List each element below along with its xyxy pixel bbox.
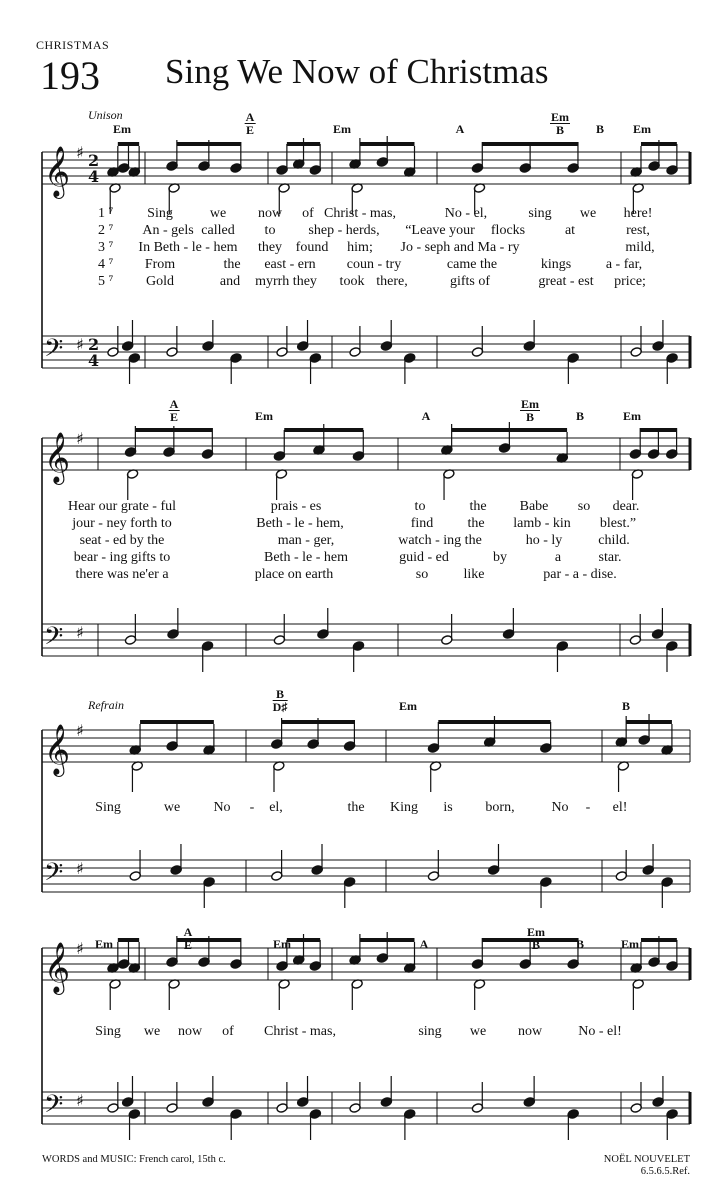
treble-clef-icon: 𝄞 [44, 724, 71, 775]
lyric-syllable: - [249, 800, 255, 815]
lyric-syllable: sing [528, 206, 552, 221]
chord-root: A [169, 397, 179, 411]
beam [640, 428, 676, 432]
chord-bass: B [525, 410, 534, 424]
lyric-syllable: the [347, 800, 365, 815]
lyric-syllable: so [415, 567, 429, 582]
lyric-syllable: here! [623, 206, 653, 221]
lyric-syllable: to [264, 223, 276, 238]
chord-bass: D♯ [272, 700, 288, 714]
lyric-syllable: came the [446, 257, 498, 272]
beam [135, 428, 212, 432]
lyric-syllable: child. [598, 533, 630, 548]
lyric-syllable: to [414, 499, 426, 514]
lyric-syllable: a [554, 550, 562, 565]
lyric-syllable: of [222, 1024, 234, 1039]
lyric-syllable: Christ - mas, [324, 206, 396, 221]
beam [177, 142, 241, 146]
chord-symbol: Em [113, 122, 131, 136]
lyric-syllable: jour - ney forth to [72, 516, 172, 531]
performance-direction: Unison [88, 108, 123, 122]
sharp-icon: ♯ [76, 859, 84, 878]
lyric-syllable: blest.” [599, 516, 637, 531]
bass-clef-icon: 𝄢 [44, 334, 64, 369]
chord-symbol: Em [273, 937, 291, 951]
chord-root: A [183, 925, 193, 939]
chord-symbol: A [419, 937, 429, 951]
beam [641, 938, 677, 942]
lyric-syllable: by [493, 550, 507, 565]
lyric-syllable: price; [614, 274, 646, 289]
lyric-syllable: man - ger, [277, 533, 335, 548]
lyric-syllable: No - el! [578, 1024, 622, 1039]
lyric-syllable: Beth - le - hem, [256, 516, 344, 531]
chord-symbol: Em [399, 699, 417, 713]
lyric-syllable: Sing [95, 1024, 121, 1039]
chord-symbol: B [595, 122, 605, 136]
treble-clef-icon: 𝄞 [44, 146, 71, 197]
beam [360, 938, 415, 942]
lyric-syllable: we [143, 1024, 161, 1039]
chord-symbol [183, 926, 194, 951]
sharp-icon: ♯ [76, 335, 84, 354]
lyric-syllable: him; [347, 240, 373, 255]
lyric-syllable: No [551, 800, 569, 815]
lyric-syllable: Sing [95, 800, 121, 815]
lyric-syllable: took [339, 274, 365, 289]
chord-symbol: Em [333, 122, 351, 136]
lyric-syllable: el, [269, 800, 283, 815]
hymn-number: 193 [40, 53, 100, 98]
lyric-syllable: ho - ly [525, 533, 563, 548]
beam [118, 938, 139, 942]
lyric-syllable: sing [418, 1024, 442, 1039]
lyric-syllable: King [390, 800, 418, 815]
lyric-syllable: we [209, 206, 227, 221]
lyric-syllable: a - far, [605, 257, 643, 272]
chord-symbol: B [621, 699, 631, 713]
time-signature: 4 [88, 351, 100, 370]
lyric-syllable: From [144, 257, 176, 272]
chord-root: B [273, 688, 288, 701]
lyric-syllable: we [579, 206, 597, 221]
lyric-syllable: great - est [538, 274, 594, 289]
hymn-title: Sing We Now of Christmas [165, 52, 549, 91]
lyric-syllable: so [577, 499, 591, 514]
lyric-syllable: el! [612, 800, 628, 815]
lyric-syllable: place on earth [254, 567, 334, 582]
chord-symbol: Em [633, 122, 651, 136]
lyric-syllable: - [585, 800, 591, 815]
verse-number: 2 ⁷ [98, 223, 114, 238]
chord-bass: B [555, 123, 564, 137]
sharp-icon: ♯ [76, 429, 84, 448]
lyric-syllable: In Beth - le - hem [138, 240, 238, 255]
chord-symbol [245, 111, 256, 136]
lyric-syllable: called [201, 223, 235, 238]
bass-clef-icon: 𝄢 [44, 622, 64, 657]
chord-symbol: B [575, 409, 585, 423]
treble-clef-icon: 𝄞 [44, 942, 71, 993]
beam [482, 142, 578, 146]
lyric-syllable: shep - herds, [308, 223, 380, 238]
lyric-syllable: star. [598, 550, 622, 565]
lyric-syllable: bear - ing gifts to [73, 550, 171, 565]
beam [284, 428, 363, 432]
lyric-syllable: An - gels [142, 223, 194, 238]
chord-symbol [273, 688, 288, 713]
chord-symbol: Em [95, 937, 113, 951]
lyric-syllable: Jo - seph and Ma - ry [400, 240, 520, 255]
lyric-syllable: Babe [519, 499, 549, 514]
lyric-syllable: Sing [147, 206, 173, 221]
lyric-syllable: there, [376, 274, 408, 289]
lyric-syllable: “Leave your [405, 223, 475, 238]
lyric-syllable: Hear our grate - ful [67, 499, 177, 514]
lyric-syllable: No [213, 800, 231, 815]
lyric-syllable: kings [540, 257, 572, 272]
lyric-syllable: like [463, 567, 485, 582]
lyric-syllable: Gold [146, 274, 174, 289]
beam [360, 142, 415, 146]
lyric-syllable: they [257, 240, 283, 255]
meter: 6.5.6.5.Ref. [640, 1166, 690, 1177]
chord-symbol: A [421, 409, 431, 423]
lyric-syllable: the [223, 257, 241, 272]
lyric-syllable: gifts of [449, 274, 491, 289]
lyric-syllable: find [410, 516, 434, 531]
chord-symbol [520, 398, 540, 423]
sharp-icon: ♯ [76, 1091, 84, 1110]
lyric-syllable: east - ern [264, 257, 316, 272]
lyric-syllable: par - a - dise. [543, 567, 617, 582]
bass-clef-icon: 𝄢 [44, 858, 64, 893]
lyric-syllable: lamb - kin [513, 516, 571, 531]
chord-symbol: A [455, 122, 465, 136]
performance-direction: Refrain [88, 698, 124, 712]
chord-root: A [245, 110, 255, 124]
bass-clef-icon: 𝄢 [44, 1090, 64, 1125]
sharp-icon: ♯ [76, 939, 84, 958]
chord-symbol [526, 926, 546, 951]
chord-root: Em [527, 925, 545, 939]
credits-line: WORDS and MUSIC: French carol, 15th c. [42, 1154, 226, 1165]
lyric-syllable: dear. [612, 499, 640, 514]
lyric-syllable: the [467, 516, 485, 531]
beam [282, 720, 355, 724]
chord-bass: B [531, 938, 540, 952]
sharp-icon: ♯ [76, 623, 84, 642]
lyric-syllable: rest, [626, 223, 650, 238]
chord-root: Em [551, 110, 569, 124]
beam [118, 142, 139, 146]
lyric-syllable: born, [485, 800, 515, 815]
lyric-syllable: found [295, 240, 329, 255]
lyric-syllable: watch - ing the [398, 533, 482, 548]
chord-symbol [550, 111, 570, 136]
chord-symbol [169, 398, 180, 423]
time-signature: 2 [88, 151, 100, 170]
tune-name: NOËL NOUVELET [603, 1154, 690, 1165]
lyric-syllable: Beth - le - hem [264, 550, 348, 565]
time-signature: 2 [88, 335, 100, 354]
lyric-syllable: now [517, 1024, 543, 1039]
chord-symbol: Em [621, 937, 639, 951]
beam [641, 142, 677, 146]
verse-number: 5 ⁷ [98, 274, 114, 289]
beam [287, 142, 320, 146]
beam [626, 720, 672, 724]
sharp-icon: ♯ [76, 721, 84, 740]
chord-bass: E [245, 123, 255, 137]
lyric-syllable: mild, [625, 240, 655, 255]
section-heading: CHRISTMAS [36, 38, 110, 52]
treble-clef-icon: 𝄞 [44, 432, 71, 483]
lyric-syllable: seat - ed by the [79, 533, 165, 548]
lyric-syllable: flocks [490, 223, 526, 238]
lyric-syllable: the [469, 499, 487, 514]
lyric-syllable: prais - es [270, 499, 322, 514]
chord-symbol: B [575, 937, 585, 951]
lyric-syllable: now [257, 206, 283, 221]
lyric-syllable: now [177, 1024, 203, 1039]
lyric-syllable: and [219, 274, 241, 289]
beam [140, 720, 214, 724]
beam [452, 428, 567, 432]
time-signature: 4 [88, 167, 100, 186]
sharp-icon: ♯ [76, 143, 84, 162]
chord-symbol: Em [623, 409, 641, 423]
chord-root: Em [521, 397, 539, 411]
lyric-syllable: at [564, 223, 576, 238]
verse-number: 1 ⁷ [98, 206, 114, 221]
chord-bass: E [169, 410, 179, 424]
lyric-syllable: we [163, 800, 181, 815]
lyric-syllable: is [443, 800, 453, 815]
lyric-syllable: guid - ed [399, 550, 449, 565]
verse-number: 3 ⁷ [98, 240, 114, 255]
lyric-syllable: Christ - mas, [264, 1024, 336, 1039]
lyric-syllable: there was ne'er a [75, 567, 169, 582]
lyric-syllable: of [302, 206, 314, 221]
lyric-syllable: myrrh they [255, 274, 317, 289]
beam [287, 938, 320, 942]
chord-symbol: Em [255, 409, 273, 423]
chord-bass: E [183, 938, 193, 952]
tune-info [604, 1154, 690, 1178]
lyric-syllable: No - el, [444, 206, 488, 221]
beam [438, 720, 550, 724]
verse-number: 4 ⁷ [98, 257, 114, 272]
lyric-syllable: we [469, 1024, 487, 1039]
lyric-syllable: coun - try [346, 257, 402, 272]
